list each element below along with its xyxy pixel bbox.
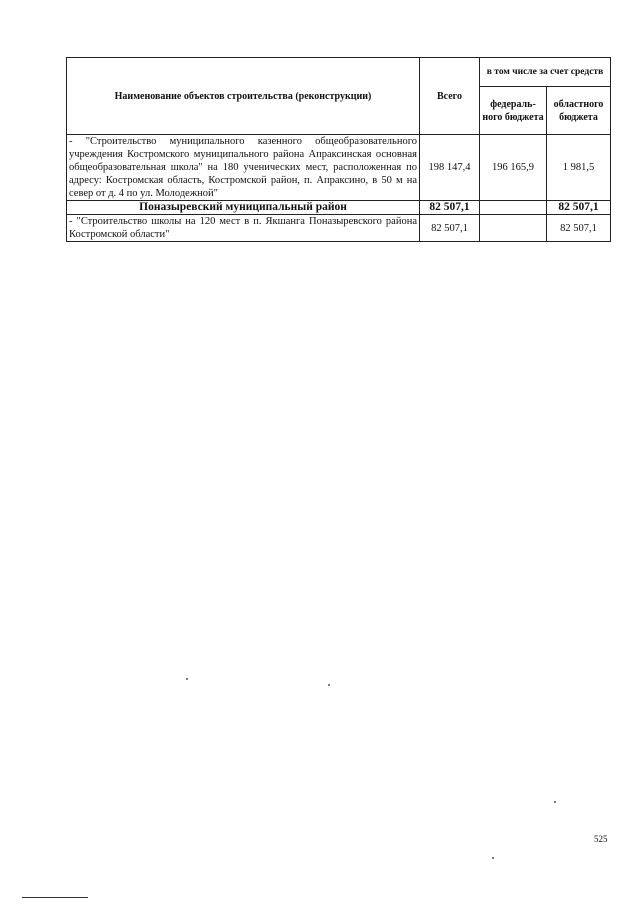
object-name-cell: - "Строительство школы на 120 мест в п. Якшанга Поназыревского района Костромской области" [67, 215, 420, 242]
header-regional-budget: областного бюджета [547, 87, 611, 135]
regional-cell: 1 981,5 [547, 135, 611, 201]
federal-cell: 196 165,9 [480, 135, 547, 201]
scan-speck [186, 678, 188, 680]
page-number: 525 [594, 834, 608, 844]
regional-cell: 82 507,1 [547, 215, 611, 242]
district-federal-cell [480, 201, 547, 215]
table-header-row [67, 58, 611, 87]
total-cell: 198 147,4 [420, 135, 480, 201]
header-total: Всего [420, 58, 480, 135]
footnote-rule [22, 897, 88, 898]
header-including: в том числе за счет средств [480, 58, 611, 87]
header-object-name: Наименование объектов строительства (реконструкции) [67, 58, 420, 135]
construction-objects-table [66, 57, 611, 242]
district-name-cell: Поназыревский муниципальный район [67, 201, 420, 215]
scan-speck [492, 857, 494, 859]
object-name-cell: - "Строительство муниципального казенного общеобразовательного учреждения Костромского муниципального района Апраксинская основная общеобразовательная школа" на 180 ученических мест, расположенная по адресу: Костромская область, Костромской район, п. Апраксино, в 50 м на север от д. 4 по ул. Молодежной" [67, 135, 420, 201]
district-row [67, 201, 611, 215]
district-total-cell: 82 507,1 [420, 201, 480, 215]
federal-cell [480, 215, 547, 242]
total-cell: 82 507,1 [420, 215, 480, 242]
district-regional-cell: 82 507,1 [547, 201, 611, 215]
table-row [67, 135, 611, 201]
scan-speck [554, 801, 556, 803]
header-federal-budget: федераль-ного бюджета [480, 87, 547, 135]
table-row [67, 215, 611, 242]
scan-speck [328, 684, 330, 686]
